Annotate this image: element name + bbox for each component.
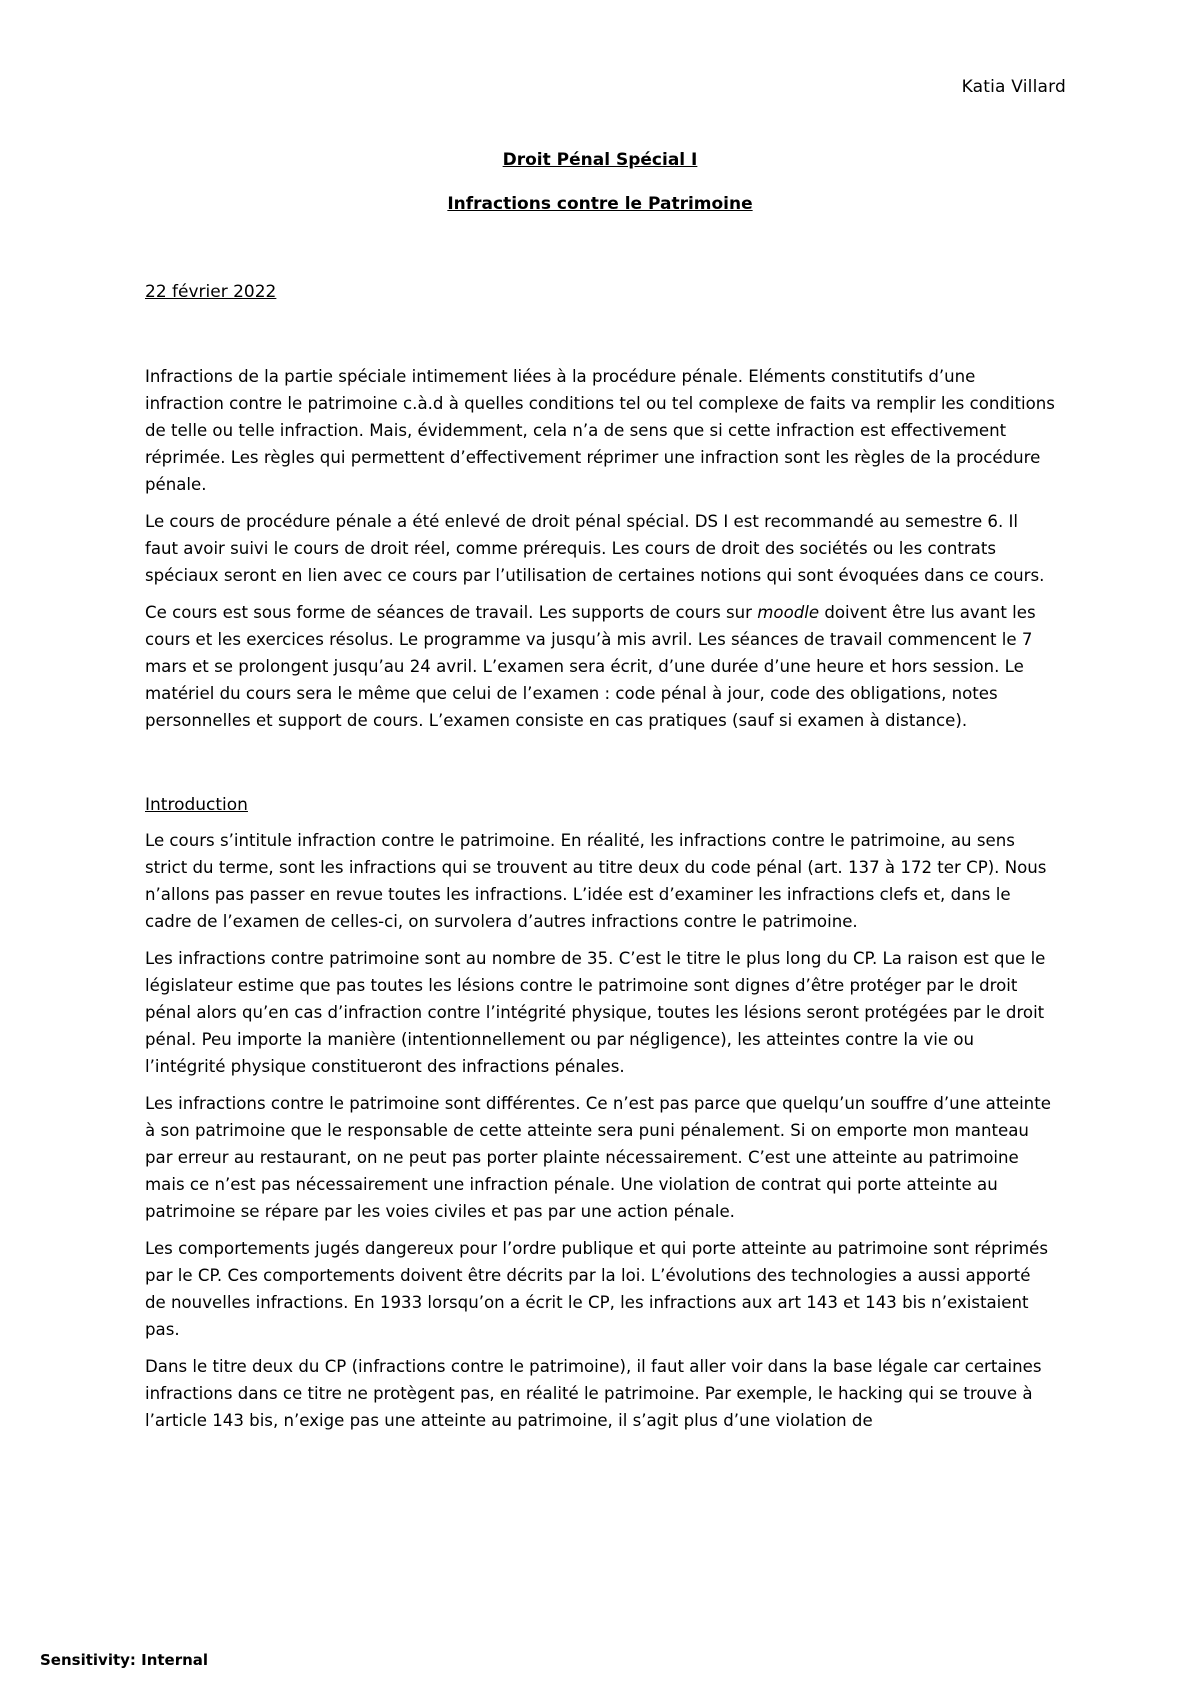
paragraph: Dans le titre deux du CP (infractions contre le patrimoine), il faut aller voir dans la base légale car certaines infractions dans ce titre ne protègent pas, en réalité le patrimoine. Par exemple, le hacking qui se trouve à l’article 143 bis, n’exige pas une atteinte au patrimoine, il s’agit plus d’une violation de xyxy=(145,1357,1042,1430)
paragraph: Les infractions contre le patrimoine sont différentes. Ce n’est pas parce que quelqu’un souffre d’une atteinte à son patrimoine que le responsable de cette atteinte sera puni pénalement. Si on emporte mon manteau par erreur au restaurant, on ne peut pas porter plainte nécessairement. C’est une atteinte au patrimoine mais ce n’est pas nécessairement une infraction pénale. Une violation de contrat qui porte atteinte au patrimoine se répare par les voies civiles et pas par une action pénale. xyxy=(145,1094,1051,1221)
moodle-emphasis: moodle xyxy=(757,603,820,622)
paragraph: Les infractions contre patrimoine sont au nombre de 35. C’est le titre le plus long du CP. La raison est que le législateur estime que pas toutes les lésions contre le patrimoine sont dignes d’être protéger par le droit pénal alors qu’en cas d’infraction contre l’intégrité physique, toutes les lésions seront protégées par le droit pénal. Peu importe la manière (intentionnellement ou par négligence), les atteintes contre la vie ou l’intégrité physique constitueront des infractions pénales. xyxy=(145,949,1046,1076)
lecture-date: 22 février 2022 xyxy=(145,282,277,302)
author-name: Katia Villard xyxy=(961,77,1066,97)
paragraph: Le cours de procédure pénale a été enlevé de droit pénal spécial. DS I est recommandé au semestre 6. Il faut avoir suivi le cours de droit réel, comme prérequis. Les cours de droit des sociétés ou les contrats spéciaux seront en lien avec ce cours par l’utilisation de certaines notions qui sont évoquées dans ce cours. xyxy=(145,512,1045,585)
paragraph: Infractions de la partie spéciale intimement liées à la procédure pénale. Eléments constitutifs d’une infraction contre le patrimoine c.à.d à quelles conditions tel ou tel complexe de faits va remplir les conditions de telle ou telle infraction. Mais, évidemment, cela n’a de sens que si cette infraction est effectivement réprimée. Les règles qui permettent d’effectivement réprimer une infraction sont les règles de la procédure pénale. xyxy=(145,367,1055,494)
title-block xyxy=(0,148,1200,236)
introduction-heading: Introduction xyxy=(145,795,248,815)
text-span: Ce cours est sous forme de séances de travail. Les supports de cours sur xyxy=(145,603,758,622)
paragraph: Le cours s’intitule infraction contre le patrimoine. En réalité, les infractions contre le patrimoine, au sens strict du terme, sont les infractions qui se trouvent au titre deux du code pénal (art. 137 à 172 ter CP). Nous n’allons pas passer en revue toutes les infractions. L’idée est d’examiner les infractions clefs et, dans le cadre de l’examen de celles-ci, on survolera d’autres infractions contre le patrimoine. xyxy=(145,831,1047,931)
sensitivity-label: Sensitivity: Internal xyxy=(40,1651,209,1669)
paragraph-course-format xyxy=(145,599,1056,734)
paragraph: Les comportements jugés dangereux pour l’ordre publique et qui porte atteinte au patrimoine sont réprimés par le CP. Ces comportements doivent être décrits par la loi. L’évolutions des technologies a aussi apporté de nouvelles infractions. En 1933 lorsqu’on a écrit le CP, les infractions aux art 143 et 143 bis n’existaient pas. xyxy=(145,1239,1048,1339)
text-span: doivent être lus avant les cours et les exercices résolus. Le programme va jusqu’à mis avril. Les séances de travail commencent le 7 mars et se prolongent jusqu’au 24 avril. L’examen sera écrit, d’une durée d’une heure et hors session. Le matériel du cours sera le même que celui de l’examen : code pénal à jour, code des obligations, notes personnelles et support de cours. L’examen consiste en cas pratiques (sauf si examen à distance). xyxy=(145,603,1036,730)
course-title: Droit Pénal Spécial I xyxy=(502,150,698,170)
subject-title: Infractions contre le Patrimoine xyxy=(447,194,753,214)
document-body xyxy=(145,280,1056,1444)
